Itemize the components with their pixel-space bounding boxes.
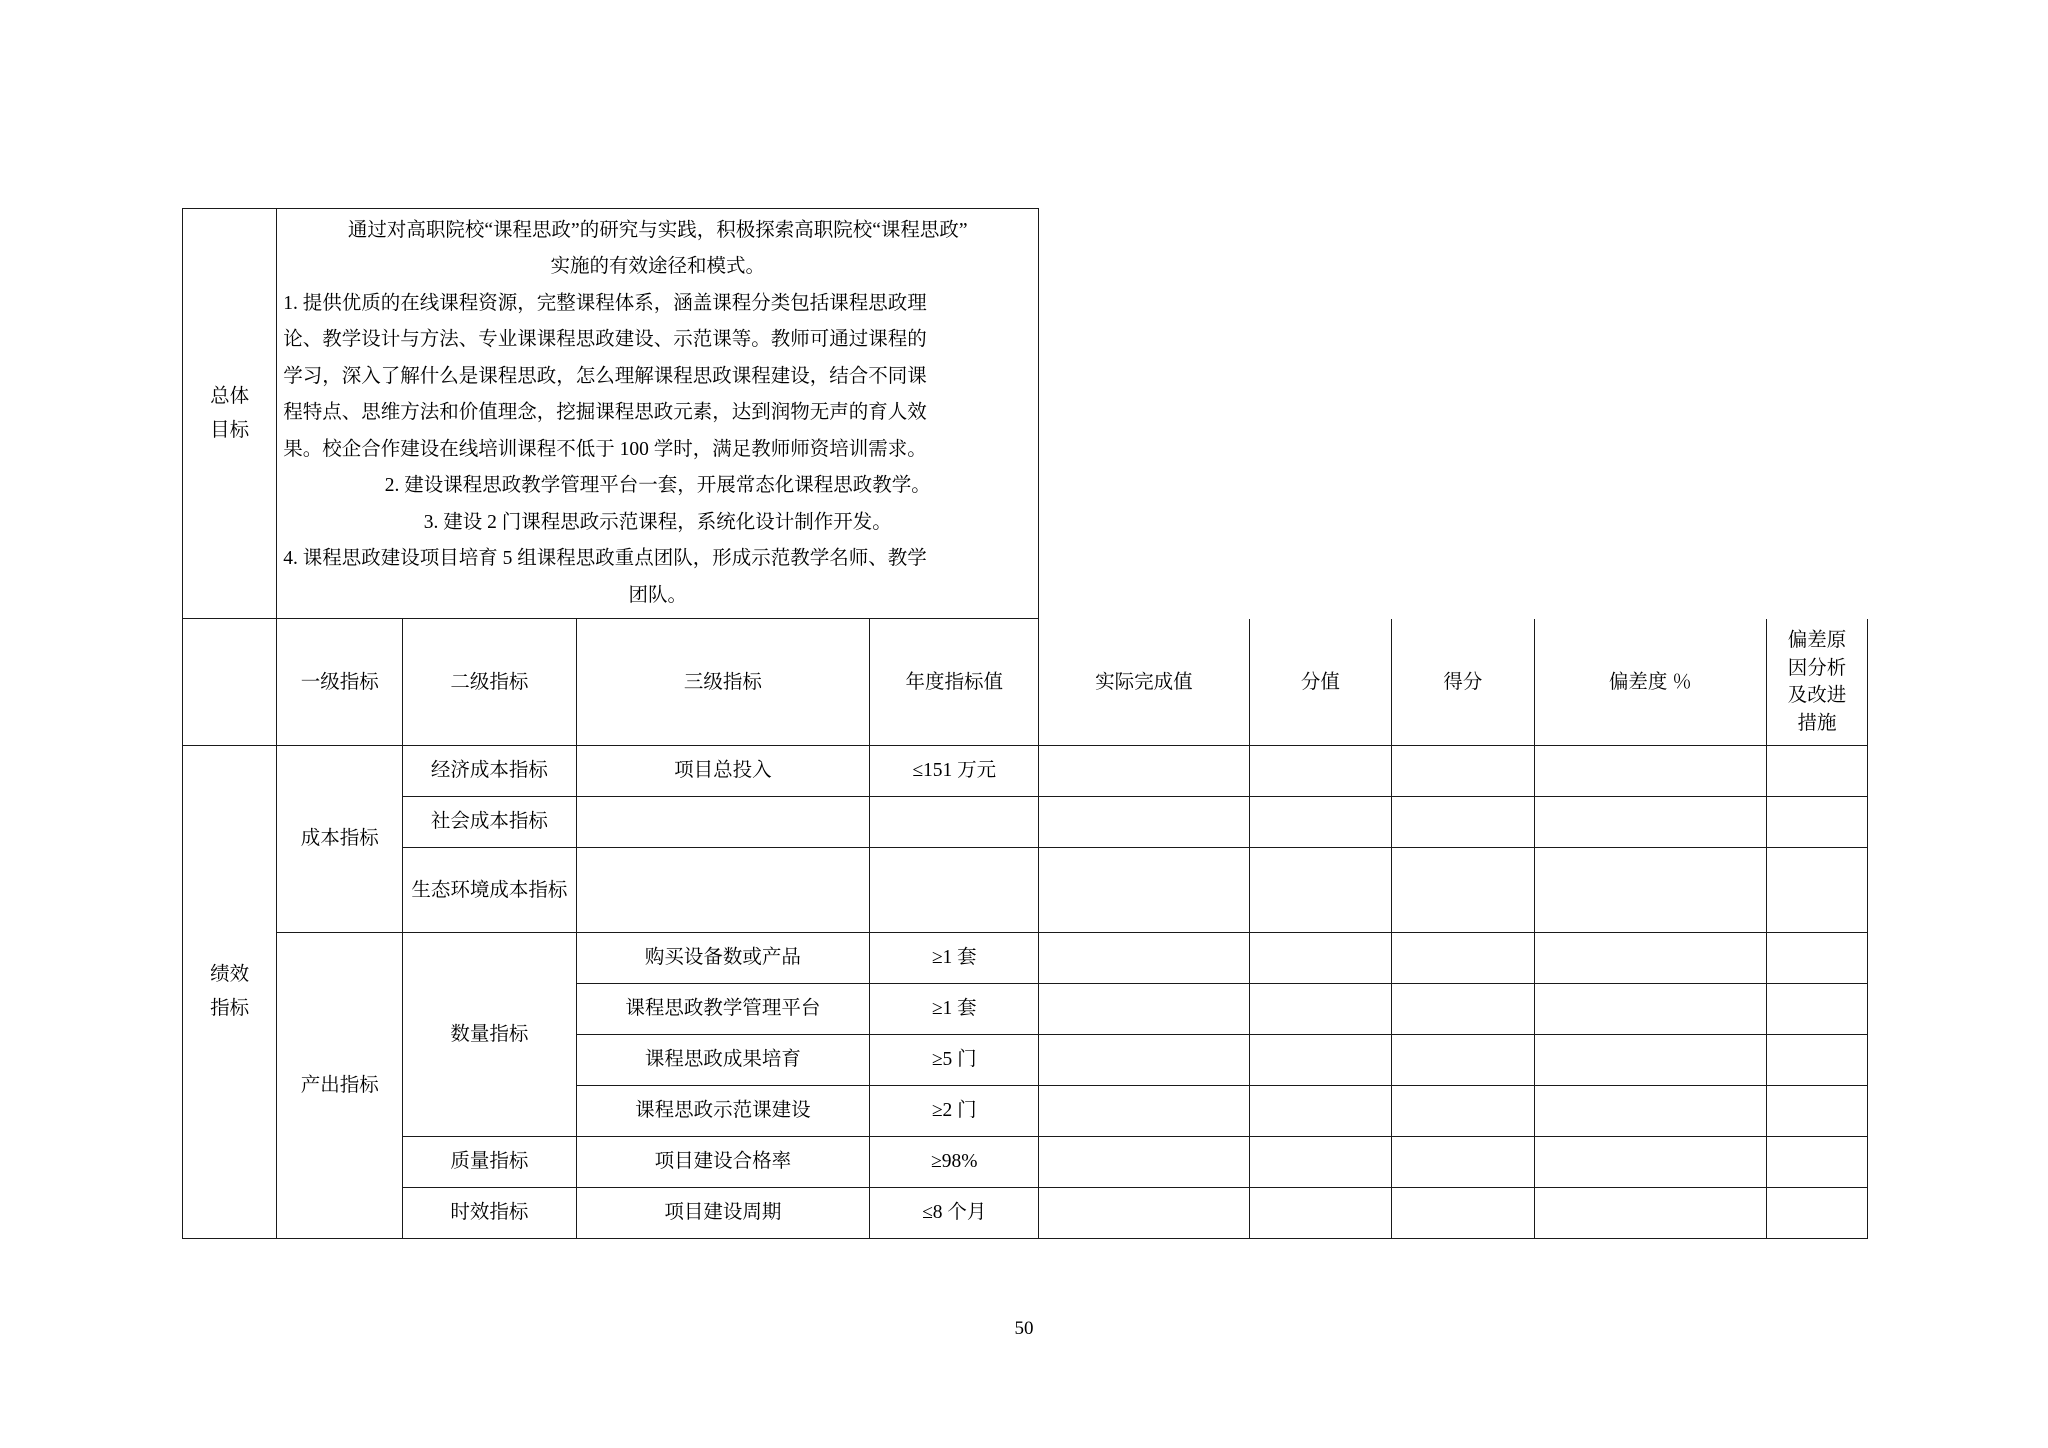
score[interactable] <box>1392 848 1535 933</box>
level2-indicator: 质量指标 <box>403 1137 576 1188</box>
score-value[interactable] <box>1249 1086 1392 1137</box>
actual-value[interactable] <box>1039 797 1249 848</box>
score[interactable] <box>1392 1188 1535 1239</box>
header-deviation-cause-line4: 措施 <box>1797 713 1837 735</box>
table-row <box>183 1188 1868 1239</box>
header-side-blank <box>183 619 277 746</box>
goal-paragraph: 论、教学设计与方法、专业课课程思政建设、示范课等。教师可通过课程的 <box>283 329 927 351</box>
deviation-cause[interactable] <box>1767 1086 1868 1137</box>
header-deviation-cause-line3: 及改进 <box>1787 685 1847 707</box>
score[interactable] <box>1392 746 1535 797</box>
deviation-percent[interactable] <box>1534 1086 1766 1137</box>
deviation-percent[interactable] <box>1534 984 1766 1035</box>
annual-target-value: ≥2 门 <box>870 1086 1039 1137</box>
side-label-line2: 指标 <box>210 998 250 1020</box>
level2-indicator: 社会成本指标 <box>403 797 576 848</box>
goal-paragraph: 学习，深入了解什么是课程思政，怎么理解课程思政课程建设，结合不同课 <box>283 365 927 387</box>
deviation-percent[interactable] <box>1534 797 1766 848</box>
table-row <box>183 848 1868 933</box>
level3-indicator: 项目建设周期 <box>576 1188 870 1239</box>
deviation-cause[interactable] <box>1767 984 1868 1035</box>
overall-goal-label <box>183 209 277 619</box>
annual-target-value <box>870 797 1039 848</box>
goal-paragraph: 实施的有效途径和模式。 <box>550 256 765 278</box>
performance-indicator-side-label <box>183 746 277 1239</box>
deviation-percent[interactable] <box>1534 1137 1766 1188</box>
header-level1: 一级指标 <box>277 619 403 746</box>
score[interactable] <box>1392 1035 1535 1086</box>
table-row <box>183 746 1868 797</box>
level3-indicator: 课程思政示范课建设 <box>576 1086 870 1137</box>
actual-value[interactable] <box>1039 746 1249 797</box>
header-deviation-cause-line2: 因分析 <box>1787 657 1847 679</box>
overall-goal-label-line2: 目标 <box>210 419 250 441</box>
goal-paragraph: 果。校企合作建设在线培训课程不低于 100 学时，满足教师师资培训需求。 <box>283 438 927 460</box>
annual-target-value: ≤151 万元 <box>870 746 1039 797</box>
actual-value[interactable] <box>1039 1137 1249 1188</box>
annual-target-value: ≥98% <box>870 1137 1039 1188</box>
level2-indicator: 数量指标 <box>403 933 576 1137</box>
level3-indicator: 课程思政成果培育 <box>576 1035 870 1086</box>
score[interactable] <box>1392 1086 1535 1137</box>
deviation-percent[interactable] <box>1534 746 1766 797</box>
header-deviation-cause-line1: 偏差原 <box>1787 629 1847 651</box>
score[interactable] <box>1392 984 1535 1035</box>
performance-indicator-table <box>182 208 1868 1239</box>
annual-target-value: ≥1 套 <box>870 933 1039 984</box>
score-value[interactable] <box>1249 1188 1392 1239</box>
deviation-cause[interactable] <box>1767 1188 1868 1239</box>
annual-target-value: ≥5 门 <box>870 1035 1039 1086</box>
deviation-cause[interactable] <box>1767 797 1868 848</box>
score[interactable] <box>1392 1137 1535 1188</box>
deviation-cause[interactable] <box>1767 1137 1868 1188</box>
overall-goal-row <box>183 209 1868 619</box>
table-header-row <box>183 619 1868 746</box>
score-value[interactable] <box>1249 1035 1392 1086</box>
page-number: 50 <box>1014 1318 1034 1339</box>
level3-indicator: 项目建设合格率 <box>576 1137 870 1188</box>
actual-value[interactable] <box>1039 984 1249 1035</box>
level3-indicator <box>576 797 870 848</box>
score-value[interactable] <box>1249 984 1392 1035</box>
score-value[interactable] <box>1249 746 1392 797</box>
level1-cost-indicator: 成本指标 <box>277 746 403 933</box>
goal-paragraph: 通过对高职院校“课程思政”的研究与实践，积极探索高职院校“课程思政” <box>347 220 968 241</box>
score-value[interactable] <box>1249 848 1392 933</box>
level2-indicator: 时效指标 <box>403 1188 576 1239</box>
annual-target-value: ≤8 个月 <box>870 1188 1039 1239</box>
score[interactable] <box>1392 933 1535 984</box>
overall-goal-label-line1: 总体 <box>210 385 250 407</box>
deviation-percent[interactable] <box>1534 933 1766 984</box>
goal-paragraph: 程特点、思维方法和价值理念，挖掘课程思政元素，达到润物无声的育人效 <box>283 402 927 424</box>
header-level2: 二级指标 <box>403 619 576 746</box>
actual-value[interactable] <box>1039 1188 1249 1239</box>
table-row <box>183 797 1868 848</box>
goal-paragraph: 团队。 <box>628 584 687 606</box>
deviation-percent[interactable] <box>1534 848 1766 933</box>
goal-paragraph: 3. 建设 2 门课程思政示范课程，系统化设计制作开发。 <box>423 511 892 533</box>
table-row <box>183 1137 1868 1188</box>
deviation-cause[interactable] <box>1767 848 1868 933</box>
score-value[interactable] <box>1249 797 1392 848</box>
overall-goal-blank-area <box>1039 209 1868 619</box>
header-actual-value: 实际完成值 <box>1039 619 1249 746</box>
level3-indicator: 购买设备数或产品 <box>576 933 870 984</box>
header-annual-target: 年度指标值 <box>870 619 1039 746</box>
header-deviation-cause <box>1767 619 1868 746</box>
actual-value[interactable] <box>1039 933 1249 984</box>
side-label-line1: 绩效 <box>210 964 250 986</box>
goal-paragraph: 2. 建设课程思政教学管理平台一套，开展常态化课程思政教学。 <box>384 475 931 497</box>
score[interactable] <box>1392 797 1535 848</box>
level3-indicator: 课程思政教学管理平台 <box>576 984 870 1035</box>
deviation-cause[interactable] <box>1767 1035 1868 1086</box>
level2-indicator: 生态环境成本指标 <box>403 848 576 933</box>
header-score: 得分 <box>1392 619 1535 746</box>
deviation-percent[interactable] <box>1534 1035 1766 1086</box>
table-row <box>183 933 1868 984</box>
header-level3: 三级指标 <box>576 619 870 746</box>
actual-value[interactable] <box>1039 1086 1249 1137</box>
annual-target-value: ≥1 套 <box>870 984 1039 1035</box>
goal-paragraph: 1. 提供优质的在线课程资源，完整课程体系，涵盖课程分类包括课程思政理 <box>283 292 927 314</box>
deviation-percent[interactable] <box>1534 1188 1766 1239</box>
actual-value[interactable] <box>1039 848 1249 933</box>
actual-value[interactable] <box>1039 1035 1249 1086</box>
score-value[interactable] <box>1249 933 1392 984</box>
level2-indicator: 经济成本指标 <box>403 746 576 797</box>
deviation-cause[interactable] <box>1767 933 1868 984</box>
annual-target-value <box>870 848 1039 933</box>
level3-indicator: 项目总投入 <box>576 746 870 797</box>
goal-paragraph: 4. 课程思政建设项目培育 5 组课程思政重点团队，形成示范教学名师、教学 <box>283 548 927 570</box>
header-score-value: 分值 <box>1249 619 1392 746</box>
header-deviation-percent: 偏差度 ％ <box>1534 619 1766 746</box>
score-value[interactable] <box>1249 1137 1392 1188</box>
level3-indicator <box>576 848 870 933</box>
deviation-cause[interactable] <box>1767 746 1868 797</box>
overall-goal-text <box>277 209 1039 619</box>
level1-output-indicator: 产出指标 <box>277 933 403 1239</box>
